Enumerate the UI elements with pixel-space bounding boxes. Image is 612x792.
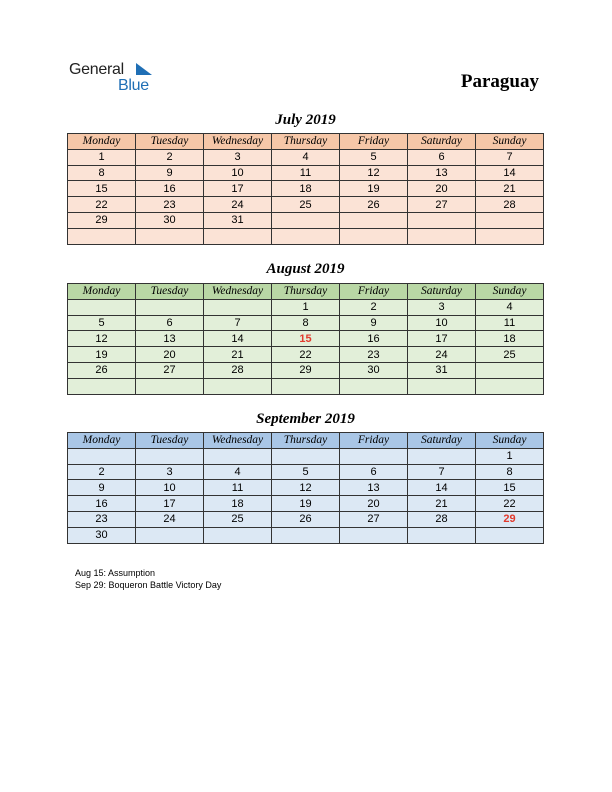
week-row	[68, 448, 544, 464]
day-number: 29	[299, 364, 312, 377]
week-row	[68, 378, 544, 394]
empty-day-cell	[476, 362, 544, 378]
empty-day-cell	[408, 212, 476, 228]
holiday-note: Sep 29: Boqueron Battle Victory Day	[75, 580, 222, 590]
day-cell	[204, 315, 272, 331]
logo-triangle-icon	[136, 63, 152, 75]
day-cell	[68, 480, 136, 496]
empty-day-cell	[204, 299, 272, 315]
day-number: 1	[506, 450, 513, 463]
day-number: 7	[506, 151, 513, 164]
empty-day-cell	[68, 228, 136, 244]
day-cell	[272, 181, 340, 197]
empty-day-cell	[136, 378, 204, 394]
day-cell	[204, 480, 272, 496]
day-cell	[68, 315, 136, 331]
day-number: 11	[299, 166, 312, 179]
day-number: 2	[98, 465, 105, 478]
weekday-header: Thursday	[272, 134, 340, 150]
week-row	[68, 228, 544, 244]
week-row	[68, 212, 544, 228]
day-number: 25	[299, 198, 312, 211]
day-number: 19	[95, 348, 108, 361]
day-cell	[408, 511, 476, 527]
month-title-september: September 2019	[256, 411, 355, 427]
day-cell	[272, 496, 340, 512]
day-cell	[68, 464, 136, 480]
day-cell	[68, 331, 136, 347]
day-cell	[272, 480, 340, 496]
day-cell	[272, 511, 340, 527]
day-number: 30	[163, 214, 176, 227]
week-row	[68, 315, 544, 331]
day-number: 3	[234, 151, 241, 164]
day-cell	[340, 331, 408, 347]
day-cell	[204, 347, 272, 363]
day-number: 15	[299, 332, 312, 345]
weekday-header: Thursday	[272, 284, 340, 300]
empty-day-cell	[204, 228, 272, 244]
calendar-july	[67, 133, 544, 245]
weekday-header: Thursday	[272, 433, 340, 449]
week-row	[68, 464, 544, 480]
holiday-day-cell	[272, 331, 340, 347]
day-number: 2	[166, 151, 173, 164]
generalblue-logo	[69, 61, 169, 97]
weekday-header-row	[68, 134, 544, 150]
day-number: 14	[231, 332, 244, 345]
day-cell	[136, 165, 204, 181]
week-row	[68, 527, 544, 543]
day-cell	[272, 149, 340, 165]
day-number: 18	[299, 182, 312, 195]
day-cell	[272, 347, 340, 363]
day-cell	[476, 165, 544, 181]
day-number: 6	[370, 465, 377, 478]
day-number: 24	[231, 198, 244, 211]
week-row	[68, 299, 544, 315]
day-cell	[408, 480, 476, 496]
day-number: 22	[95, 198, 108, 211]
empty-day-cell	[476, 212, 544, 228]
day-number: 19	[367, 182, 380, 195]
day-cell	[408, 181, 476, 197]
day-number: 14	[435, 481, 448, 494]
day-number: 7	[234, 316, 241, 329]
day-number: 7	[438, 465, 445, 478]
empty-day-cell	[136, 448, 204, 464]
day-cell	[204, 464, 272, 480]
weekday-header: Saturday	[408, 284, 476, 300]
day-number: 26	[95, 364, 108, 377]
empty-day-cell	[272, 212, 340, 228]
weekday-header: Tuesday	[136, 134, 204, 150]
week-row	[68, 197, 544, 213]
weekday-header: Tuesday	[136, 433, 204, 449]
week-row	[68, 347, 544, 363]
weekday-header: Friday	[340, 284, 408, 300]
day-cell	[476, 448, 544, 464]
empty-day-cell	[340, 448, 408, 464]
weekday-header-row	[68, 433, 544, 449]
day-number: 23	[163, 198, 176, 211]
day-number: 14	[503, 166, 516, 179]
day-number: 16	[163, 182, 176, 195]
weekday-header: Saturday	[408, 433, 476, 449]
day-number: 13	[435, 166, 448, 179]
weekday-header: Friday	[340, 134, 408, 150]
day-number: 20	[367, 497, 380, 510]
day-number: 21	[435, 497, 448, 510]
holiday-day-cell	[476, 511, 544, 527]
day-cell	[340, 197, 408, 213]
day-number: 19	[299, 497, 312, 510]
week-row	[68, 496, 544, 512]
weekday-header: Monday	[68, 284, 136, 300]
day-cell	[340, 347, 408, 363]
day-cell	[68, 212, 136, 228]
empty-day-cell	[476, 228, 544, 244]
day-cell	[476, 480, 544, 496]
day-cell	[68, 347, 136, 363]
day-number: 3	[166, 465, 173, 478]
day-number: 28	[435, 513, 448, 526]
day-number: 23	[367, 348, 380, 361]
day-cell	[136, 511, 204, 527]
day-cell	[408, 464, 476, 480]
day-cell	[476, 464, 544, 480]
empty-day-cell	[204, 527, 272, 543]
day-number: 2	[370, 301, 377, 314]
day-number: 24	[435, 348, 448, 361]
day-number: 9	[370, 316, 377, 329]
day-number: 6	[438, 151, 445, 164]
day-cell	[204, 511, 272, 527]
weekday-header: Wednesday	[204, 134, 272, 150]
day-number: 8	[98, 166, 105, 179]
day-cell	[204, 181, 272, 197]
day-number: 11	[503, 316, 516, 329]
day-cell	[204, 149, 272, 165]
logo-word-blue: Blue	[118, 77, 149, 94]
day-cell	[68, 165, 136, 181]
day-number: 18	[503, 332, 516, 345]
empty-day-cell	[408, 527, 476, 543]
weekday-header: Wednesday	[204, 284, 272, 300]
day-number: 20	[163, 348, 176, 361]
day-cell	[272, 299, 340, 315]
day-number: 13	[367, 481, 380, 494]
day-number: 15	[503, 481, 516, 494]
empty-day-cell	[204, 448, 272, 464]
day-cell	[340, 315, 408, 331]
day-cell	[272, 315, 340, 331]
empty-day-cell	[476, 378, 544, 394]
empty-day-cell	[68, 448, 136, 464]
day-number: 21	[231, 348, 244, 361]
day-cell	[136, 480, 204, 496]
empty-day-cell	[476, 527, 544, 543]
empty-day-cell	[136, 299, 204, 315]
day-cell	[340, 181, 408, 197]
day-number: 3	[438, 301, 445, 314]
day-cell	[272, 362, 340, 378]
day-cell	[136, 464, 204, 480]
day-number: 31	[231, 214, 244, 227]
weekday-header: Wednesday	[204, 433, 272, 449]
weekday-header: Friday	[340, 433, 408, 449]
weekday-header-row	[68, 284, 544, 300]
day-number: 30	[367, 364, 380, 377]
day-cell	[340, 362, 408, 378]
day-cell	[272, 165, 340, 181]
day-cell	[68, 181, 136, 197]
day-cell	[340, 480, 408, 496]
day-number: 5	[302, 465, 309, 478]
day-number: 16	[367, 332, 380, 345]
day-cell	[68, 362, 136, 378]
day-cell	[68, 527, 136, 543]
day-number: 15	[95, 182, 108, 195]
weekday-header: Sunday	[476, 284, 544, 300]
day-number: 11	[231, 481, 244, 494]
holiday-note: Aug 15: Assumption	[75, 568, 156, 578]
weekday-header: Sunday	[476, 433, 544, 449]
day-number: 8	[302, 316, 309, 329]
day-cell	[408, 197, 476, 213]
day-cell	[136, 347, 204, 363]
empty-day-cell	[136, 527, 204, 543]
day-cell	[476, 149, 544, 165]
day-cell	[340, 511, 408, 527]
day-cell	[340, 299, 408, 315]
week-row	[68, 181, 544, 197]
day-number: 4	[302, 151, 309, 164]
empty-day-cell	[340, 212, 408, 228]
day-number: 24	[163, 513, 176, 526]
month-title-july: July 2019	[275, 112, 336, 128]
empty-day-cell	[408, 228, 476, 244]
day-cell	[476, 331, 544, 347]
day-number: 12	[95, 332, 108, 345]
weekday-header: Monday	[68, 433, 136, 449]
day-cell	[68, 149, 136, 165]
week-row	[68, 149, 544, 165]
day-number: 25	[503, 348, 516, 361]
day-number: 17	[231, 182, 244, 195]
day-number: 26	[299, 513, 312, 526]
weekday-header: Saturday	[408, 134, 476, 150]
day-number: 25	[231, 513, 244, 526]
empty-day-cell	[272, 228, 340, 244]
day-cell	[136, 315, 204, 331]
day-cell	[476, 347, 544, 363]
day-cell	[68, 197, 136, 213]
empty-day-cell	[136, 228, 204, 244]
empty-day-cell	[68, 378, 136, 394]
day-cell	[272, 197, 340, 213]
week-row	[68, 165, 544, 181]
day-cell	[408, 331, 476, 347]
week-row	[68, 480, 544, 496]
country-title: Paraguay	[460, 71, 539, 92]
day-cell	[476, 299, 544, 315]
weekday-header: Tuesday	[136, 284, 204, 300]
day-cell	[204, 496, 272, 512]
empty-day-cell	[272, 448, 340, 464]
empty-day-cell	[408, 378, 476, 394]
day-cell	[136, 362, 204, 378]
day-cell	[340, 496, 408, 512]
calendar-september	[67, 432, 544, 544]
day-number: 29	[503, 513, 516, 526]
day-number: 26	[367, 198, 380, 211]
day-number: 10	[231, 166, 244, 179]
empty-day-cell	[340, 228, 408, 244]
day-number: 27	[163, 364, 176, 377]
day-cell	[136, 181, 204, 197]
calendar-august	[67, 283, 544, 395]
day-number: 10	[435, 316, 448, 329]
day-cell	[136, 149, 204, 165]
day-number: 10	[163, 481, 176, 494]
day-number: 12	[367, 166, 380, 179]
day-number: 23	[95, 513, 108, 526]
day-cell	[476, 496, 544, 512]
day-cell	[408, 315, 476, 331]
day-number: 27	[435, 198, 448, 211]
day-cell	[476, 315, 544, 331]
day-cell	[136, 331, 204, 347]
empty-day-cell	[340, 378, 408, 394]
day-cell	[340, 149, 408, 165]
day-number: 22	[503, 497, 516, 510]
day-cell	[408, 362, 476, 378]
empty-day-cell	[68, 299, 136, 315]
week-row	[68, 511, 544, 527]
day-number: 28	[503, 198, 516, 211]
week-row	[68, 331, 544, 347]
day-number: 6	[166, 316, 173, 329]
day-cell	[136, 197, 204, 213]
day-number: 20	[435, 182, 448, 195]
day-cell	[204, 362, 272, 378]
day-number: 4	[506, 301, 513, 314]
day-cell	[476, 197, 544, 213]
day-number: 13	[163, 332, 176, 345]
day-cell	[408, 496, 476, 512]
day-number: 4	[234, 465, 241, 478]
empty-day-cell	[340, 527, 408, 543]
day-cell	[408, 165, 476, 181]
empty-day-cell	[272, 527, 340, 543]
day-number: 5	[370, 151, 377, 164]
day-cell	[408, 347, 476, 363]
day-cell	[272, 464, 340, 480]
day-number: 9	[166, 166, 173, 179]
day-cell	[476, 181, 544, 197]
day-cell	[340, 165, 408, 181]
day-number: 31	[435, 364, 448, 377]
day-cell	[408, 149, 476, 165]
day-cell	[204, 331, 272, 347]
day-number: 9	[98, 481, 105, 494]
day-number: 21	[503, 182, 516, 195]
day-number: 22	[299, 348, 312, 361]
day-number: 1	[302, 301, 309, 314]
day-cell	[68, 496, 136, 512]
day-number: 1	[98, 151, 105, 164]
day-cell	[408, 299, 476, 315]
day-number: 12	[299, 481, 312, 494]
day-number: 5	[98, 316, 105, 329]
weekday-header: Monday	[68, 134, 136, 150]
day-cell	[68, 511, 136, 527]
day-cell	[136, 212, 204, 228]
day-number: 27	[367, 513, 380, 526]
empty-day-cell	[272, 378, 340, 394]
day-number: 17	[163, 497, 176, 510]
day-cell	[204, 197, 272, 213]
day-number: 29	[95, 214, 108, 227]
day-cell	[136, 496, 204, 512]
week-row	[68, 362, 544, 378]
day-number: 17	[435, 332, 448, 345]
day-number: 16	[95, 497, 108, 510]
weekday-header: Sunday	[476, 134, 544, 150]
month-title-august: August 2019	[266, 261, 345, 277]
day-number: 30	[95, 529, 108, 542]
empty-day-cell	[204, 378, 272, 394]
day-cell	[340, 464, 408, 480]
day-cell	[204, 165, 272, 181]
day-cell	[204, 212, 272, 228]
empty-day-cell	[408, 448, 476, 464]
day-number: 8	[506, 465, 513, 478]
day-number: 18	[231, 497, 244, 510]
holiday-notes	[75, 567, 221, 591]
day-number: 28	[231, 364, 244, 377]
logo-word-general: General	[69, 61, 124, 78]
